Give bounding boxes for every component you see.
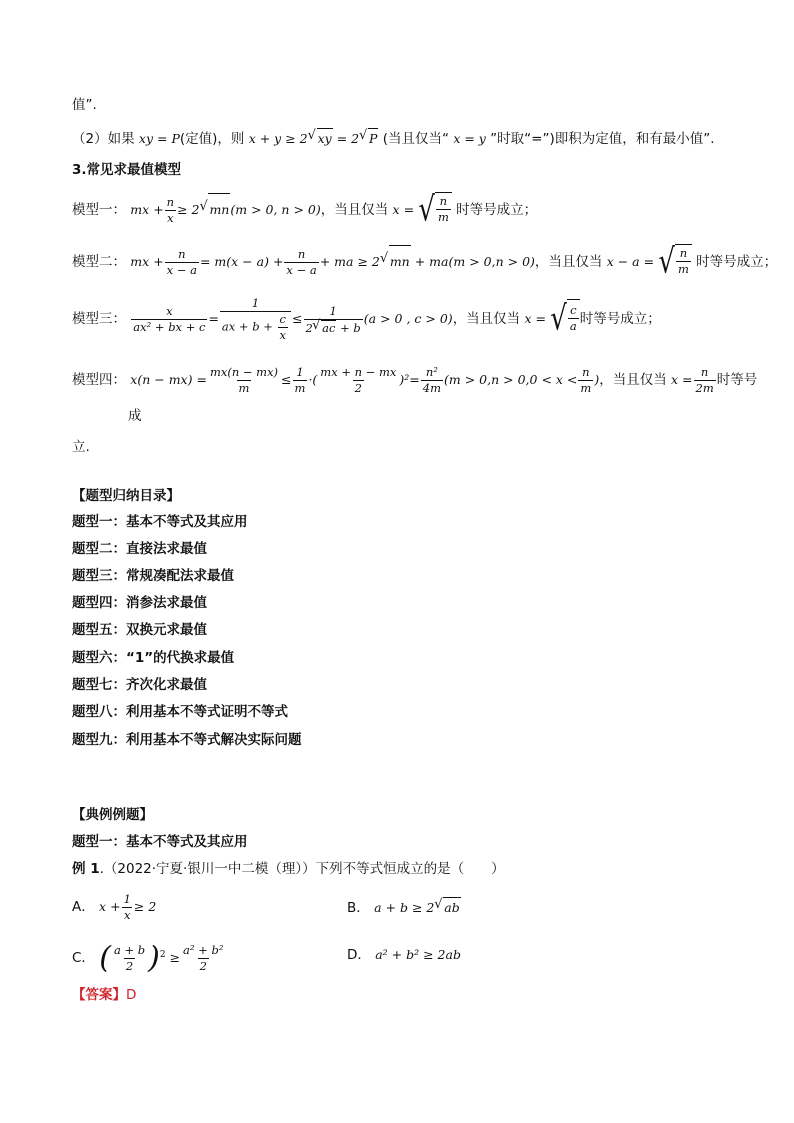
option-c: [72, 938, 226, 975]
catalog-item: 题型一：基本不等式及其应用: [72, 514, 248, 530]
model-4-formula: x(n − mx) = $\frac{mx(n - mx)}{m}$ ≤ $\frac{1}{m}$ ·( $\frac{mx + n - mx}{2}$ )²= $\frac{\text{n²}}{4m}$ (m > 0,n > 0,0 < x < $\frac{n}{m}$ ): [130, 365, 600, 395]
catalog-item: 题型三：常规凑配法求最值: [72, 568, 234, 584]
catalog-heading: 【题型归纳目录】: [72, 488, 180, 504]
catalog-item: 题型五：双换元求最值: [72, 622, 207, 638]
option-a-label: A．: [72, 899, 95, 915]
catalog-item: 题型六：“1”的代换求最值: [72, 650, 235, 666]
option-d-formula: a² + b² ≥ 2ab: [375, 947, 461, 962]
statement-2-suffix: ”时取“=”)即积为定值，和有最小值”.: [485, 131, 715, 147]
option-a: [72, 892, 156, 923]
option-b: [347, 897, 461, 918]
example-1-label: 例 1: [72, 861, 100, 877]
examples-heading: 【典例例题】: [72, 807, 153, 823]
model-2-formula: mx + $\frac{n}{x - a}$ = m(x − a) + $\frac{n}{x - a}$ + ma ≥ 2 √ mn + ma(m > 0,n > 0): [130, 254, 535, 269]
catalog-item: 题型七：齐次化求最值: [72, 677, 207, 693]
catalog-item: 题型八：利用基本不等式证明不等式: [72, 704, 288, 720]
model-2-label: 模型二：: [72, 254, 126, 270]
model-4-end: 立.: [72, 439, 90, 455]
example-1: [72, 859, 505, 879]
option-b-label: B．: [347, 900, 370, 916]
statement-2-mid: (定值)，则: [179, 131, 249, 147]
answer-label: 【答案】: [72, 987, 126, 1003]
catalog-item: 题型四：消参法求最值: [72, 595, 207, 611]
model-4-label: 模型四：: [72, 372, 126, 388]
statement-2-prefix: （2）如果: [72, 131, 139, 147]
statement-2: [72, 128, 715, 149]
option-d-label: D．: [347, 947, 371, 963]
model-2: 模型二： mx + $\frac{n}{x - a}$ = m(x − a) + $\frac{n}{x - a}$ + ma ≥ 2 √ mn + ma(m > 0,n > 0)，当且仅当 x − a = √ $\frac{n}{m}$ 时等号成立；: [72, 245, 777, 278]
catalog-item: 题型二：直接法求最值: [72, 541, 207, 557]
model-3-root: √ $\frac{c}{a}$: [550, 302, 579, 336]
model-3-formula: $\frac{x}{\text{ax² + bx + c}}$ = 1 ax + b + $\frac{c}{x}$ ≤ $\frac{1}{2 √ ac + b}$ (a > 0 , c > 0): [130, 311, 452, 326]
section-title: 3.常见求最值模型: [72, 162, 182, 178]
catalog-item: 题型九：利用基本不等式解决实际问题: [72, 732, 302, 748]
model-3: 模型三： $\frac{x}{\text{ax² + bx + c}}$ = 1 ax + b + $\frac{c}{x}$ ≤ $\frac{1}{2 √ ac + b}$ (a > 0 , c > 0)，当且仅当 x = √ $\frac{c}{a}$ 时等号成立；: [72, 296, 661, 343]
model-1-root: √ $\frac{n}{m}$: [418, 195, 451, 225]
answer-value: D: [126, 987, 137, 1003]
model-1: 模型一： mx + $\frac{n}{x}$ ≥ 2 √ mn(m > 0, n > 0)，当且仅当 x = √ $\frac{n}{m}$ 时等号成立；: [72, 193, 537, 226]
answer: [72, 985, 136, 1005]
sum-inequality: x + y ≥ 2 √ xy = 2 √ P: [249, 131, 379, 146]
model-4: 模型四： x(n − mx) = $\frac{mx(n - mx)}{m}$ ≤ $\frac{1}{m}$ ·( $\frac{mx + n - mx}{2}$ )²= $\frac{\text{n²}}{4m}$ (m > 0,n > 0,0 < x < $\frac{n}{m}$ )，当且仅当 x = $\frac{n}{2m}$ 时等号: [72, 364, 758, 395]
type-1-title: 题型一：基本不等式及其应用: [72, 834, 248, 850]
option-a-formula: x + $\frac{1}{x}$ ≥ 2: [99, 892, 157, 922]
example-1-text: .（2022·宁夏·银川一中二模（理））下列不等式恒成立的是（ ）: [99, 861, 505, 877]
model-1-label: 模型一：: [72, 202, 126, 218]
model-2-root: √ $\frac{n}{m}$: [658, 247, 691, 277]
option-b-formula: a + b ≥ 2 √ ab: [374, 900, 461, 915]
option-c-label: C．: [72, 950, 95, 967]
product-equation: xy = P: [138, 131, 180, 146]
option-d: [347, 945, 461, 965]
option-c-formula: ( $\frac{a + b}{2}$ )$^2$ ≥ $\frac{\text{a² + b²}}{2}$: [99, 940, 224, 976]
model-1-formula: mx + $\frac{n}{x}$ ≥ 2 √ mn(m > 0, n > 0): [130, 202, 320, 217]
continued-text: 值”.: [72, 97, 97, 113]
model-4-cont: 成: [128, 408, 142, 424]
equality-condition: x = y: [453, 131, 486, 146]
model-3-label: 模型三：: [72, 311, 126, 327]
statement-2-mid2: (当且仅当“: [378, 131, 454, 147]
